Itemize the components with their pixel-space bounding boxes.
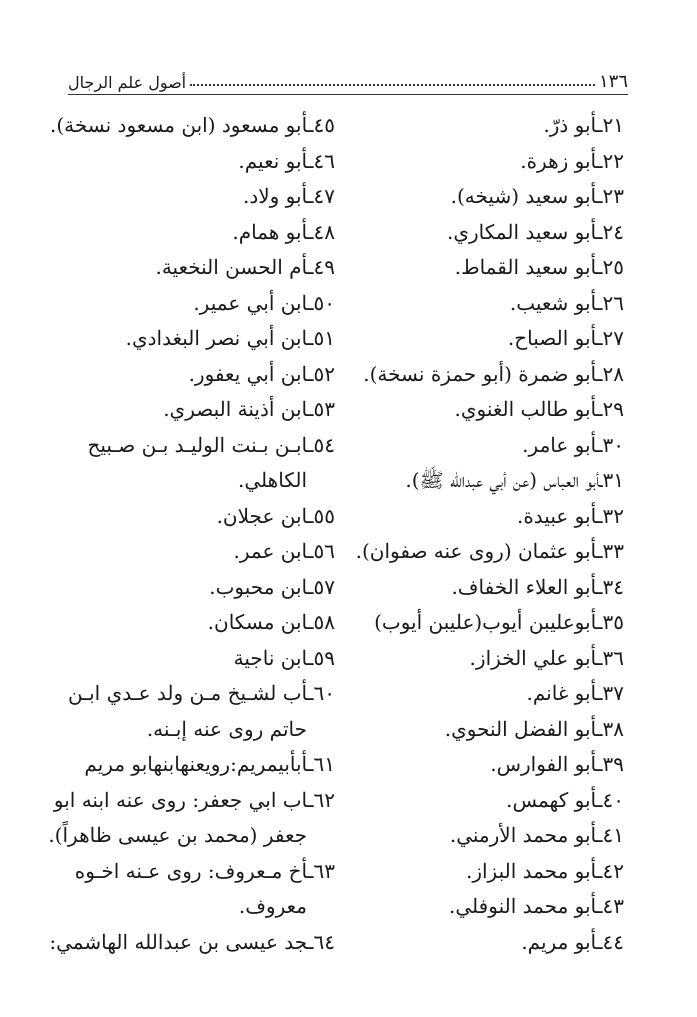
list-item: ٣٤ـأبو العلاء الخفاف.	[451, 574, 624, 599]
list-item-text: ٥١ـابن أبي نصر البغدادي.	[125, 326, 335, 350]
page-header	[68, 60, 628, 92]
running-title: أصول علم الرجال	[68, 73, 187, 92]
list-item: ٢٣ـأبو سعيد (شيخه).	[450, 184, 624, 208]
list-item-text: ٥٤ـابـن بـنت الوليـد بـن صـبيح	[87, 432, 335, 457]
list-item-text: ٤٨ـأبو همام.	[232, 219, 335, 244]
list-item-text: ٥٥ـابن عجلان.	[216, 503, 335, 528]
list-item: ٢٥ـأبو سعيد القماط.	[454, 255, 624, 279]
list-item	[65, 321, 335, 357]
list-item: ٤٢ـأبو محمد البزاز.	[465, 858, 624, 883]
list-item-text: ٥٢ـابن أبي يعفور.	[188, 361, 335, 386]
list-item	[65, 641, 335, 677]
list-item	[65, 357, 335, 393]
list-item: ٣١ـأبو العباس (عن أبي عبدالله ﷺ).	[405, 468, 624, 492]
list-item: ٢٤ـأبو سعيد المكاري.	[446, 219, 624, 244]
list-item: ٣٨ـأبو الفضل النحوي.	[444, 716, 624, 741]
list-item-text: ٥٩ـابن ناجية	[233, 645, 335, 670]
header-dot-leader	[190, 83, 595, 86]
list-item: ٣٥ـأبوعليبن أيوب(عليبن أيوب)	[374, 610, 624, 634]
list-item: ٢١ـأبو ذرّ.	[543, 113, 624, 137]
list-item: ٣٩ـأبو الفوارس.	[490, 752, 624, 776]
list-item	[50, 108, 335, 144]
list-item-continuation: الكاهلي.	[238, 468, 307, 492]
list-item-text: ٦٤ـجد عيسى بن عبدالله الهاشمي:	[49, 929, 335, 954]
list-item: ٢٢ـأبو زهرة.	[520, 148, 624, 173]
list-item	[65, 747, 335, 783]
list-item: ٤٠ـأبو كهمس.	[506, 787, 624, 812]
list-item-text: ٤٥ـأبو مسعود (ابن مسعود نسخة).	[50, 113, 335, 137]
list-item: ٤٣ـأبو محمد النوفلي.	[449, 894, 624, 918]
list-item: ٣٠ـأبو عامر.	[522, 432, 624, 457]
list-item	[65, 570, 335, 606]
list-item: ٢٦ـأبو شعيب.	[509, 290, 624, 315]
list-item: ٢٧ـأبو الصباح.	[507, 326, 624, 350]
list-item: ٤١ـأبو محمد الأرمني.	[449, 823, 624, 847]
list-item-text: ٥٧ـابن محبوب.	[209, 574, 335, 599]
list-item-text: ٦٣ـأخ مـعروف: روى عـنه اخـوه	[74, 858, 335, 883]
list-item-text: ٤٧ـأبو ولاد.	[242, 184, 335, 208]
list-item: ٢٩ـأبو طالب الغنوي.	[454, 397, 624, 421]
list-item-text: ٥٨ـابن مسكان.	[207, 610, 335, 634]
list-item-text: ٥٣ـابن أذينة البصري.	[163, 397, 335, 421]
list-item-text: ٥٦ـابن عمر.	[233, 539, 335, 563]
list-item: ٤٤ـأبو مريم.	[521, 929, 624, 954]
list-item	[48, 783, 335, 854]
list-item	[65, 286, 335, 322]
list-item: ٣٢ـأبو عبيدة.	[516, 503, 624, 528]
list-item-text: ٦٠ـأب لشـيخ مـن ولد عـدي ابـن	[68, 681, 335, 705]
list-item: ٣٦ـأبو علي الخزاز.	[469, 645, 624, 670]
list-item	[65, 179, 335, 215]
list-item-text: ٥٠ـابن أبي عمير.	[193, 290, 335, 315]
list-item-text: ٦٢ـاب ابي جعفر: روى عنه ابنه ابو	[53, 787, 335, 812]
list-item	[65, 392, 335, 428]
list-item: ٣٧ـأبو غانم.	[526, 681, 624, 705]
list-item	[65, 676, 335, 747]
list-item	[65, 854, 335, 925]
list-item	[65, 428, 335, 499]
list-item-text: ٤٦ـأبو نعيم.	[238, 148, 335, 173]
list-item	[65, 499, 335, 535]
list-item	[65, 215, 335, 251]
left-column	[48, 108, 335, 960]
list-item-text: ٤٩ـأم الحسن النخعية.	[155, 255, 335, 279]
list-item	[49, 925, 335, 961]
header-rule	[68, 94, 628, 95]
list-item-continuation: جعفر (محمد بن عيسى ظاهراً).	[48, 823, 307, 847]
list-item	[65, 250, 335, 286]
right-column	[344, 108, 624, 960]
list-item	[65, 534, 335, 570]
list-item: ٣٣ـأبو عثمان (روى عنه صفوان).	[355, 539, 624, 563]
list-item: ٢٨ـأبو ضمرة (أبو حمزة نسخة).	[363, 361, 624, 386]
list-item-continuation: معروف.	[238, 894, 307, 918]
list-item	[65, 605, 335, 641]
list-item-continuation: حاتم روى عنه إبـنه.	[146, 716, 307, 741]
page-number: ١٣٦	[598, 71, 628, 92]
list-item-text: ٦١ـأبأبيمريم:رویعنهابنهابو مريم	[84, 752, 335, 776]
list-item	[65, 144, 335, 180]
